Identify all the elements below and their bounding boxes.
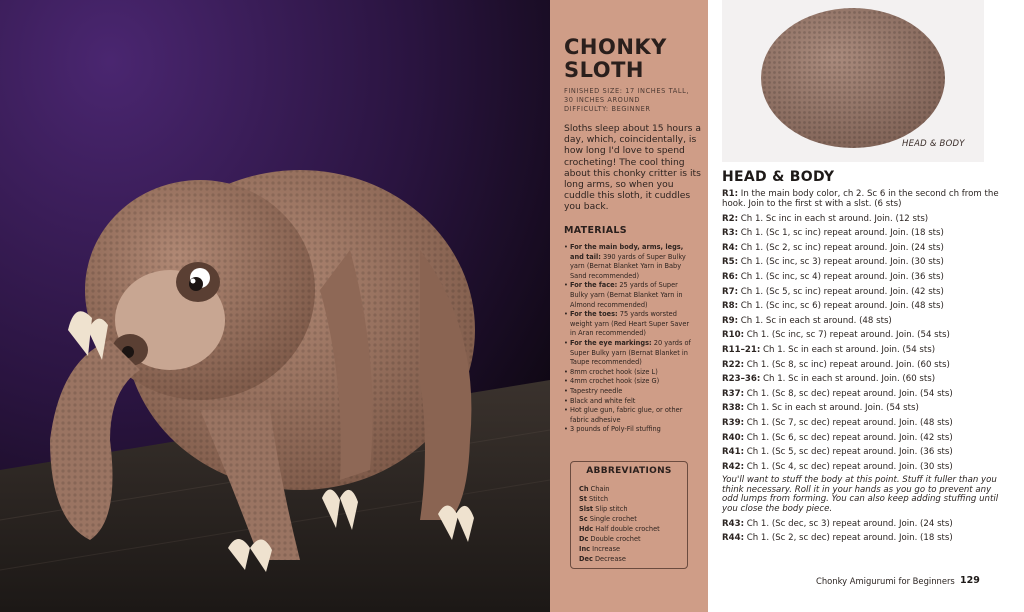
pattern-row: R8: Ch 1. (Sc inc, sc 6) repeat around. Join. (48 sts) bbox=[722, 301, 944, 312]
materials-item: • For the toes: 75 yards worsted weight yarn (Red Heart Super Saver in Aran recommended) bbox=[564, 310, 696, 339]
abbreviation-row: St Stitch bbox=[579, 495, 609, 503]
meta-line: FINISHED SIZE: 17 INCHES TALL, bbox=[564, 87, 690, 95]
pattern-row: R9: Ch 1. Sc in each st around. (48 sts) bbox=[722, 315, 892, 326]
abbreviation-row: Dec Decrease bbox=[579, 555, 626, 563]
photo-caption: HEAD & BODY bbox=[902, 139, 965, 149]
pattern-meta bbox=[564, 87, 704, 114]
title-line-1: CHONKY bbox=[564, 35, 667, 59]
abbreviation-row: Hdc Half double crochet bbox=[579, 525, 660, 533]
pattern-row: R5: Ch 1. (Sc inc, sc 3) repeat around. Join. (30 sts) bbox=[722, 257, 944, 268]
head-body-photo bbox=[722, 0, 984, 162]
abbreviation-row: Slst Slip stitch bbox=[579, 505, 628, 513]
pattern-row: R41: Ch 1. (Sc 5, sc dec) repeat around. Join. (36 sts) bbox=[722, 447, 953, 458]
instructions-page bbox=[708, 0, 1024, 612]
pattern-row: R3: Ch 1. (Sc 1, sc inc) repeat around. Join. (18 sts) bbox=[722, 228, 944, 239]
abbreviation-row: Sc Single crochet bbox=[579, 515, 637, 523]
abbreviation-row: Inc Increase bbox=[579, 545, 621, 553]
intro-text: Sloths sleep about 15 hours a day, which, coincidentally, is how long I'd love to spend crocheting! The cool thing about this chonky critter is its long arms, so when you cuddle this sloth, it cuddles you back. bbox=[564, 123, 701, 213]
pattern-row: R40: Ch 1. (Sc 6, sc dec) repeat around. Join. (42 sts) bbox=[722, 432, 953, 443]
pattern-title bbox=[564, 36, 667, 82]
materials-item: • Black and white felt bbox=[564, 397, 696, 407]
book-title-footer: Chonky Amigurumi for Beginners bbox=[816, 576, 955, 586]
materials-item: • 4mm crochet hook (size G) bbox=[564, 377, 696, 387]
abbreviations-box bbox=[570, 461, 688, 569]
title-line-2: SLOTH bbox=[564, 58, 645, 82]
pattern-row: R4: Ch 1. (Sc 2, sc inc) repeat around. Join. (24 sts) bbox=[722, 242, 944, 253]
pattern-row: R7: Ch 1. (Sc 5, sc inc) repeat around. Join. (42 sts) bbox=[722, 286, 944, 297]
pattern-row: R37: Ch 1. (Sc 8, sc dec) repeat around. Join. (54 sts) bbox=[722, 388, 953, 399]
materials-item: • For the eye markings: 20 yards of Super Bulky yarn (Bernat Blanket in Taupe recommended) bbox=[564, 339, 696, 368]
meta-line: 30 INCHES AROUND bbox=[564, 96, 641, 104]
materials-item: • 3 pounds of Poly-Fil stuffing bbox=[564, 425, 696, 435]
pattern-rows bbox=[722, 189, 1000, 548]
stuffing-note: You'll want to stuff the body at this point. Stuff it fuller than you think necessary. Roll it in your hands as you go to prevent any odd lumps from forming. You can also keep adding stuffing until you close the body piece. bbox=[722, 475, 999, 514]
materials-item: • For the main body, arms, legs, and tail: 390 yards of Super Bulky yarn (Bernat Blanket Yarn in Baby Sand recommended) bbox=[564, 243, 696, 281]
page-number: 129 bbox=[960, 575, 980, 586]
pattern-row: R10: Ch 1. (Sc inc, sc 7) repeat around. Join. (54 sts) bbox=[722, 330, 950, 341]
materials-item: • For the face: 25 yards of Super Bulky yarn (Bernat Blanket Yarn in Almond recommended) bbox=[564, 281, 696, 310]
materials-item: • 8mm crochet hook (size L) bbox=[564, 368, 696, 378]
pattern-row: R22: Ch 1. (Sc 8, sc inc) repeat around. Join. (60 sts) bbox=[722, 359, 950, 370]
abbreviations-heading: ABBREVIATIONS bbox=[586, 466, 672, 476]
materials-heading: MATERIALS bbox=[564, 225, 627, 236]
materials-item: • Tapestry needle bbox=[564, 387, 696, 397]
pattern-row: R6: Ch 1. (Sc inc, sc 4) repeat around. Join. (36 sts) bbox=[722, 271, 944, 282]
pattern-row: R44: Ch 1. (Sc 2, sc dec) repeat around. Join. (18 sts) bbox=[722, 533, 953, 544]
pattern-row: R43: Ch 1. (Sc dec, sc 3) repeat around. Join. (24 sts) bbox=[722, 518, 953, 529]
section-heading: HEAD & BODY bbox=[722, 169, 835, 185]
materials-item: • Hot glue gun, fabric glue, or other fabric adhesive bbox=[564, 406, 696, 425]
pattern-row: R42: Ch 1. (Sc 4, sc dec) repeat around. Join. (30 sts) bbox=[722, 461, 953, 472]
materials-list bbox=[564, 243, 696, 435]
abbreviation-row: Dc Double crochet bbox=[579, 535, 641, 543]
sidebar-panel bbox=[550, 0, 708, 612]
pattern-row: R38: Ch 1. Sc in each st around. Join. (54 sts) bbox=[722, 403, 919, 414]
meta-line: DIFFICULTY: BEGINNER bbox=[564, 105, 651, 113]
pattern-row: R2: Ch 1. Sc inc in each st around. Join. (12 sts) bbox=[722, 213, 929, 224]
pattern-row: R39: Ch 1. (Sc 7, sc dec) repeat around. Join. (48 sts) bbox=[722, 417, 953, 428]
abbreviation-row: Ch Chain bbox=[579, 485, 610, 493]
pattern-row: R23–36: Ch 1. Sc in each st around. Join. (60 sts) bbox=[722, 374, 936, 385]
pattern-row: R11–21: Ch 1. Sc in each st around. Join. (54 sts) bbox=[722, 344, 936, 355]
pattern-row: R1: In the main body color, ch 2. Sc 6 in the second ch from the hook. Join to the first st with a slst. (6 sts) bbox=[722, 189, 999, 209]
